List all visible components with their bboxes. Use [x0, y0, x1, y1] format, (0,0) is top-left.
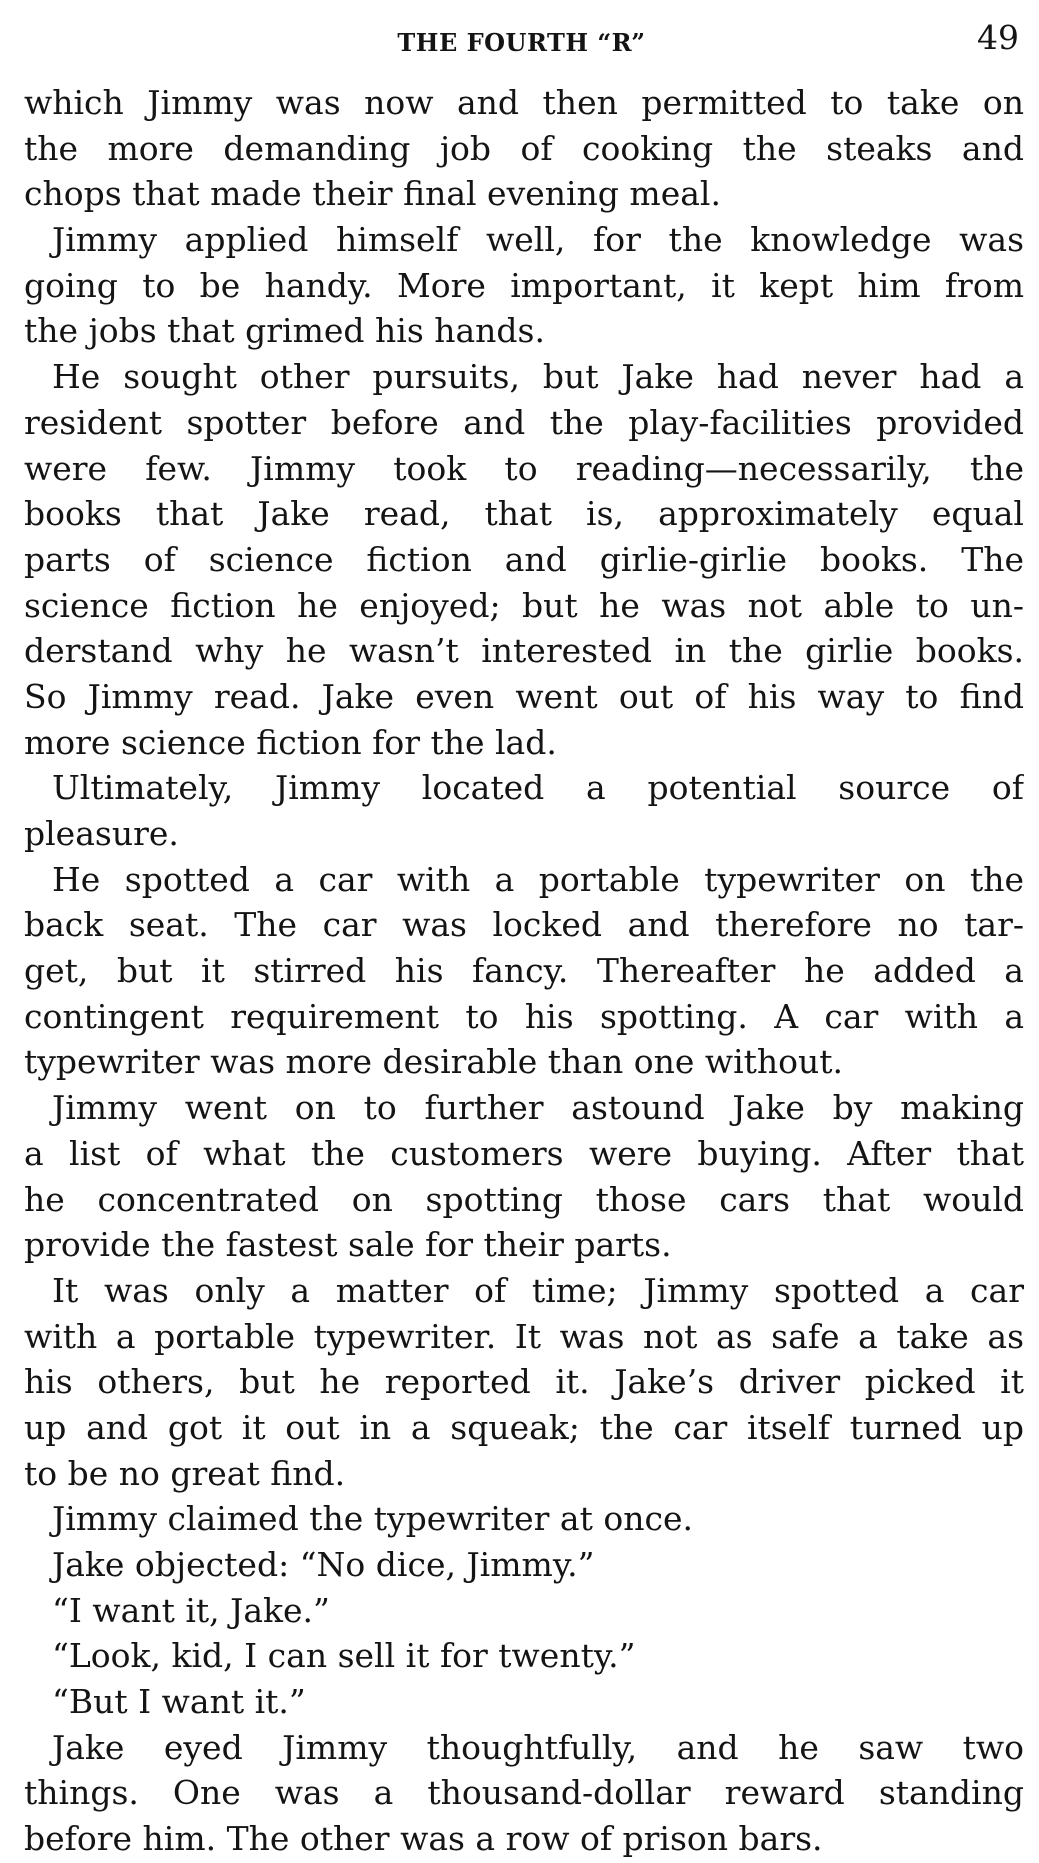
text-line: which Jimmy was now and then permitted to take on: [24, 83, 1024, 122]
text-line: He spotted a car with a portable typewriter on the: [52, 859, 1024, 899]
text-line: before him. The other was a row of prison bars.: [24, 1819, 823, 1859]
text-line: parts of science fiction and girlie-girlie books. The: [24, 539, 1024, 579]
text-line: to be no great find.: [24, 1453, 346, 1493]
text-line: So Jimmy read. Jake even went out of his way to find: [24, 676, 1024, 716]
text-line: his others, but he reported it. Jake’s driver picked it: [24, 1362, 1024, 1402]
text-line: a list of what the customers were buying. After that: [24, 1133, 1024, 1173]
text-line: up and got it out in a squeak; the car itself turned up: [24, 1407, 1024, 1447]
text-line: provide the fastest sale for their parts.: [24, 1225, 672, 1265]
text-line: contingent requirement to his spotting. A car with a: [24, 996, 1024, 1036]
running-title: THE FOURTH “R”: [397, 28, 646, 57]
text-line: back seat. The car was locked and therefore no tar-: [24, 905, 1024, 945]
text-line: Jake objected: “No dice, Jimmy.”: [52, 1545, 595, 1584]
text-line: Jimmy went on to further astound Jake by making: [52, 1088, 1024, 1128]
text-line: more science fiction for the lad.: [24, 722, 557, 762]
text-line: get, but it stirred his fancy. Thereafter he added a: [24, 951, 1024, 991]
text-line: Ultimately, Jimmy located a potential source of: [52, 768, 1024, 808]
text-line: “Look, kid, I can sell it for twenty.”: [52, 1636, 636, 1676]
text-line: the more demanding job of cooking the steaks and: [24, 128, 1024, 168]
text-line: derstand why he wasn’t interested in the girlie books.: [24, 631, 1024, 671]
text-line: chops that made their final evening meal.: [24, 174, 721, 214]
text-line: the jobs that grimed his hands.: [24, 311, 545, 351]
text-line: Jimmy applied himself well, for the knowledge was: [52, 220, 1024, 260]
text-line: It was only a matter of time; Jimmy spotted a car: [52, 1270, 1024, 1310]
text-line: things. One was a thousand-dollar reward standing: [24, 1773, 1024, 1813]
text-line: he concentrated on spotting those cars that would: [24, 1179, 1024, 1219]
text-line: pleasure.: [24, 814, 179, 853]
text-line: He sought other pursuits, but Jake had never had a: [52, 357, 1024, 397]
text-line: going to be handy. More important, it kept him from: [24, 265, 1024, 305]
text-line: with a portable typewriter. It was not as safe a take as: [24, 1316, 1024, 1356]
text-line: science fiction he enjoyed; but he was not able to un-: [24, 585, 1024, 625]
body-text: [24, 80, 1024, 1862]
text-line: typewriter was more desirable than one without.: [24, 1042, 844, 1082]
running-head: [24, 18, 1019, 62]
text-line: were few. Jimmy took to reading—necessarily, the: [24, 448, 1024, 488]
text-line: resident spotter before and the play-facilities provided: [24, 402, 1024, 442]
text-line: books that Jake read, that is, approximately equal: [24, 494, 1024, 534]
page-number: 49: [977, 18, 1019, 57]
text-line: “I want it, Jake.”: [52, 1590, 330, 1630]
text-line: “But I want it.”: [52, 1682, 306, 1722]
text-line: Jimmy claimed the typewriter at once.: [52, 1499, 693, 1539]
text-line: Jake eyed Jimmy thoughtfully, and he saw two: [52, 1727, 1024, 1767]
